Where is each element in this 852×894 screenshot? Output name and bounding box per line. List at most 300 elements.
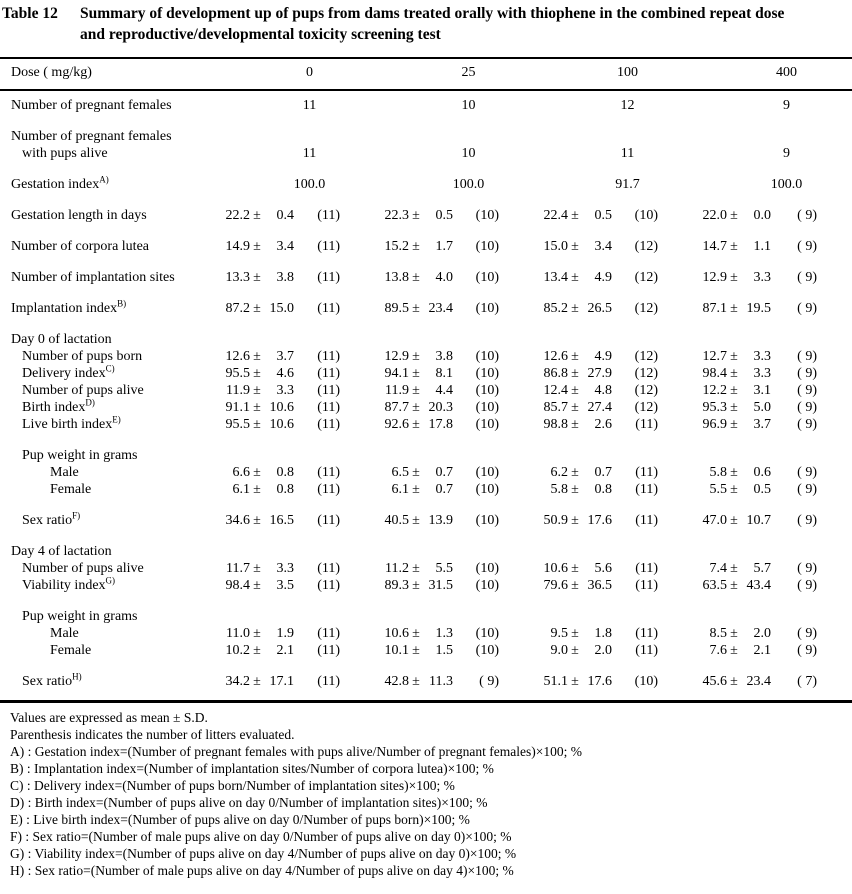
footnote-line: C) : Delivery index=(Number of pups born/Number of implantation sites)×100; % <box>10 778 455 793</box>
table-body <box>0 97 852 703</box>
stat-sd: 19.5 <box>746 301 771 316</box>
stat-sd: 1.5 <box>435 643 453 658</box>
stat-mean: 22.3 <box>384 208 409 223</box>
row-label-text: Male <box>50 626 79 641</box>
dose-value: 0 <box>306 65 313 80</box>
stat-mean: 10.6 <box>543 561 568 576</box>
row-label <box>0 382 216 399</box>
plus-minus-symbol: ± <box>412 349 420 364</box>
stat-sd: 3.8 <box>435 349 453 364</box>
stat-cell <box>534 512 693 529</box>
row-label <box>0 176 216 193</box>
stat-mean: 15.2 <box>384 239 409 254</box>
stat-sd: 4.9 <box>594 270 612 285</box>
stat-mean: 12.4 <box>543 383 568 398</box>
stat-cell <box>375 365 534 382</box>
plus-minus-symbol: ± <box>412 513 420 528</box>
stat-sd: 26.5 <box>587 301 612 316</box>
stat-sd: 3.1 <box>753 383 771 398</box>
row-label <box>0 543 216 560</box>
litter-count: ( 9) <box>797 301 817 316</box>
stat-sd: 17.8 <box>428 417 453 432</box>
row-label <box>0 300 216 317</box>
stat-cell <box>375 481 534 498</box>
stat-mean: 12.9 <box>702 270 727 285</box>
stat-mean: 14.7 <box>702 239 727 254</box>
stat-sd: 4.0 <box>435 270 453 285</box>
litter-count: (11) <box>317 626 340 641</box>
stat-cell <box>375 512 534 529</box>
value-cell: 11 <box>302 146 317 161</box>
stat-cell <box>534 577 693 594</box>
plus-minus-symbol: ± <box>253 465 261 480</box>
litter-count: ( 9) <box>797 578 817 593</box>
stat-mean: 5.8 <box>550 482 568 497</box>
litter-count: ( 9) <box>797 513 817 528</box>
stat-mean: 12.6 <box>543 349 568 364</box>
plus-minus-symbol: ± <box>253 301 261 316</box>
stat-cell <box>216 300 375 317</box>
stat-cell <box>216 481 375 498</box>
table-row <box>0 416 852 433</box>
plus-minus-symbol: ± <box>571 482 579 497</box>
litter-count: (11) <box>317 383 340 398</box>
litter-count: (10) <box>475 239 499 254</box>
litter-count: ( 9) <box>797 417 817 432</box>
stat-mean: 98.4 <box>225 578 250 593</box>
litter-count: (10) <box>475 349 499 364</box>
footnotes <box>0 709 852 879</box>
row-label <box>0 238 216 255</box>
stat-cell <box>534 464 693 481</box>
stat-sd: 8.1 <box>435 366 453 381</box>
litter-count: (11) <box>317 643 340 658</box>
litter-count: (10) <box>475 482 499 497</box>
row-label-text: Day 4 of lactation <box>11 544 112 559</box>
stat-cell <box>375 269 534 286</box>
litter-count: (11) <box>317 561 340 576</box>
litter-count: (11) <box>317 482 340 497</box>
plus-minus-symbol: ± <box>571 513 579 528</box>
stat-mean: 98.4 <box>702 366 727 381</box>
litter-count: ( 9) <box>797 239 817 254</box>
litter-count: (11) <box>635 482 658 497</box>
stat-cell <box>693 464 852 481</box>
stat-sd: 3.3 <box>753 270 771 285</box>
plus-minus-symbol: ± <box>571 349 579 364</box>
row-label-text: Delivery index <box>22 366 106 381</box>
stat-sd: 2.6 <box>594 417 612 432</box>
stat-cell <box>375 238 534 255</box>
stat-sd: 0.0 <box>753 208 771 223</box>
litter-count: (11) <box>635 513 658 528</box>
stat-mean: 10.1 <box>384 643 409 658</box>
plus-minus-symbol: ± <box>730 400 738 415</box>
stat-cell <box>693 365 852 382</box>
table-row <box>0 176 852 193</box>
stat-mean: 7.6 <box>709 643 727 658</box>
stat-cell <box>693 269 852 286</box>
stat-mean: 9.5 <box>550 626 568 641</box>
stat-cell <box>534 560 693 577</box>
stat-cell <box>534 416 693 433</box>
stat-cell <box>693 642 852 659</box>
litter-count: (11) <box>635 643 658 658</box>
stat-sd: 23.4 <box>428 301 453 316</box>
litter-count: (11) <box>635 578 658 593</box>
stat-sd: 0.4 <box>276 208 294 223</box>
plus-minus-symbol: ± <box>571 643 579 658</box>
plus-minus-symbol: ± <box>571 270 579 285</box>
stat-sd: 13.9 <box>428 513 453 528</box>
plus-minus-symbol: ± <box>412 626 420 641</box>
row-label-text: Female <box>50 643 92 658</box>
stat-cell <box>693 382 852 399</box>
stat-sd: 0.5 <box>435 208 453 223</box>
stat-mean: 89.5 <box>384 301 409 316</box>
row-label-sup: E) <box>112 414 121 425</box>
litter-count: ( 9) <box>797 626 817 641</box>
stat-mean: 10.6 <box>384 626 409 641</box>
stat-mean: 40.5 <box>384 513 409 528</box>
stat-mean: 5.8 <box>709 465 727 480</box>
stat-cell <box>375 642 534 659</box>
stat-sd: 11.3 <box>429 674 453 689</box>
section-row <box>0 608 852 625</box>
value-cell: 10 <box>461 146 476 161</box>
stat-sd: 5.0 <box>753 400 771 415</box>
stat-mean: 94.1 <box>384 366 409 381</box>
stat-cell <box>534 300 693 317</box>
plus-minus-symbol: ± <box>253 561 261 576</box>
stat-sd: 16.5 <box>269 513 294 528</box>
litter-count: (10) <box>634 674 658 689</box>
plus-minus-symbol: ± <box>412 400 420 415</box>
stat-sd: 3.4 <box>276 239 294 254</box>
row-label-text: Birth index <box>22 400 86 415</box>
stat-mean: 8.5 <box>709 626 727 641</box>
table-row <box>0 673 852 690</box>
row-label-sup: F) <box>72 510 81 521</box>
plus-minus-symbol: ± <box>253 400 261 415</box>
litter-count: (12) <box>634 270 658 285</box>
stat-cell <box>693 238 852 255</box>
plus-minus-symbol: ± <box>253 366 261 381</box>
row-label-text: Number of pups alive <box>22 383 144 398</box>
row-label-text: Live birth index <box>22 417 113 432</box>
table-row <box>0 382 852 399</box>
footnote-line: Parenthesis indicates the number of litters evaluated. <box>10 727 295 742</box>
stat-sd: 0.5 <box>594 208 612 223</box>
footnote-line: D) : Birth index=(Number of pups alive on day 0/Number of implantation sites)×100; % <box>10 795 488 810</box>
stat-sd: 0.7 <box>435 465 453 480</box>
table-row <box>0 481 852 498</box>
stat-mean: 86.8 <box>543 366 568 381</box>
row-label-text: Viability index <box>22 578 106 593</box>
plus-minus-symbol: ± <box>571 578 579 593</box>
row-label-text: Female <box>50 482 92 497</box>
stat-cell <box>693 512 852 529</box>
stat-cell <box>693 207 852 224</box>
stat-sd: 10.6 <box>269 417 294 432</box>
table-row <box>0 128 852 162</box>
plus-minus-symbol: ± <box>730 674 738 689</box>
row-label-sup: C) <box>105 363 115 374</box>
plus-minus-symbol: ± <box>253 674 261 689</box>
plus-minus-symbol: ± <box>253 270 261 285</box>
row-label-text: Number of corpora lutea <box>11 239 149 254</box>
litter-count: (12) <box>634 239 658 254</box>
stat-sd: 0.7 <box>435 482 453 497</box>
stat-cell <box>534 365 693 382</box>
stat-mean: 22.0 <box>702 208 727 223</box>
row-label-sup: A) <box>99 174 109 185</box>
stat-sd: 17.1 <box>269 674 294 689</box>
stat-cell <box>534 382 693 399</box>
footnote-line: E) : Live birth index=(Number of pups alive on day 0/Number of pups born)×100; % <box>10 812 470 827</box>
stat-sd: 15.0 <box>269 301 294 316</box>
litter-count: (11) <box>317 301 340 316</box>
stat-cell <box>534 207 693 224</box>
litter-count: ( 9) <box>797 349 817 364</box>
stat-cell <box>693 416 852 433</box>
stat-mean: 22.4 <box>543 208 568 223</box>
value-cell: 12 <box>620 98 635 113</box>
value-cell: 100.0 <box>770 177 803 192</box>
stat-mean: 87.7 <box>384 400 409 415</box>
litter-count: (10) <box>475 301 499 316</box>
table-number: Table 12 <box>2 5 58 22</box>
litter-count: (10) <box>475 626 499 641</box>
stat-cell <box>216 238 375 255</box>
plus-minus-symbol: ± <box>571 400 579 415</box>
row-label-text: Sex ratio <box>22 674 73 689</box>
value-cell: 100.0 <box>452 177 485 192</box>
litter-count: ( 9) <box>797 366 817 381</box>
table-row <box>0 365 852 382</box>
stat-sd: 1.8 <box>594 626 612 641</box>
plus-minus-symbol: ± <box>412 578 420 593</box>
row-label-sup: D) <box>85 397 95 408</box>
stat-cell <box>216 269 375 286</box>
stat-cell <box>534 673 693 690</box>
stat-mean: 11.9 <box>226 383 250 398</box>
stat-cell <box>693 348 852 365</box>
row-label-sup: G) <box>105 575 116 586</box>
value-cell: 91.7 <box>615 177 640 192</box>
row-label <box>0 128 216 162</box>
litter-count: (10) <box>475 270 499 285</box>
stat-mean: 85.7 <box>543 400 568 415</box>
plus-minus-symbol: ± <box>412 366 420 381</box>
table-row <box>0 238 852 255</box>
litter-count: (10) <box>475 513 499 528</box>
stat-sd: 10.7 <box>746 513 771 528</box>
plus-minus-symbol: ± <box>730 349 738 364</box>
stat-sd: 5.5 <box>435 561 453 576</box>
litter-count: (11) <box>317 578 340 593</box>
table-row <box>0 625 852 642</box>
stat-sd: 36.5 <box>587 578 612 593</box>
plus-minus-symbol: ± <box>412 417 420 432</box>
stat-sd: 4.4 <box>435 383 453 398</box>
stat-mean: 14.9 <box>225 239 250 254</box>
litter-count: (11) <box>317 400 340 415</box>
table-row <box>0 300 852 317</box>
stat-mean: 95.5 <box>225 417 250 432</box>
stat-sd: 2.1 <box>753 643 771 658</box>
row-label-text: Number of implantation sites <box>11 270 175 285</box>
stat-cell <box>693 300 852 317</box>
litter-count: (10) <box>475 561 499 576</box>
value-cell: 10 <box>461 98 476 113</box>
litter-count: (12) <box>634 349 658 364</box>
stat-cell <box>216 642 375 659</box>
stat-sd: 1.9 <box>276 626 294 641</box>
stat-cell <box>534 481 693 498</box>
row-label <box>0 447 216 464</box>
stat-mean: 12.6 <box>225 349 250 364</box>
plus-minus-symbol: ± <box>730 465 738 480</box>
plus-minus-symbol: ± <box>253 626 261 641</box>
stat-sd: 4.9 <box>594 349 612 364</box>
litter-count: (10) <box>475 208 499 223</box>
stat-mean: 42.8 <box>384 674 409 689</box>
stat-cell <box>375 673 534 690</box>
stat-sd: 3.8 <box>276 270 294 285</box>
row-label-text: Pup weight in grams <box>22 448 138 463</box>
table-caption-line1: Summary of development up of pups from dams treated orally with thiophene in the combined repeat dose <box>80 5 785 22</box>
stat-mean: 98.8 <box>543 417 568 432</box>
row-label-text: Gestation index <box>11 177 100 192</box>
litter-count: (10) <box>475 417 499 432</box>
table-row <box>0 399 852 416</box>
stat-sd: 0.5 <box>753 482 771 497</box>
plus-minus-symbol: ± <box>412 301 420 316</box>
stat-cell <box>375 207 534 224</box>
litter-count: (11) <box>317 674 340 689</box>
litter-count: (11) <box>635 465 658 480</box>
stat-cell <box>534 642 693 659</box>
plus-minus-symbol: ± <box>412 674 420 689</box>
litter-count: (11) <box>635 417 658 432</box>
footnote-line: A) : Gestation index=(Number of pregnant females with pups alive/Number of pregnant females)×100; % <box>10 744 582 759</box>
stat-cell <box>534 269 693 286</box>
stat-sd: 27.9 <box>587 366 612 381</box>
plus-minus-symbol: ± <box>730 239 738 254</box>
plus-minus-symbol: ± <box>253 208 261 223</box>
stat-cell <box>534 348 693 365</box>
litter-count: (11) <box>635 561 658 576</box>
stat-cell <box>216 464 375 481</box>
stat-cell <box>216 560 375 577</box>
litter-count: ( 9) <box>797 643 817 658</box>
litter-count: (11) <box>635 626 658 641</box>
plus-minus-symbol: ± <box>412 270 420 285</box>
plus-minus-symbol: ± <box>730 513 738 528</box>
stat-sd: 43.4 <box>746 578 771 593</box>
litter-count: ( 9) <box>797 208 817 223</box>
plus-minus-symbol: ± <box>253 239 261 254</box>
stat-mean: 12.9 <box>384 349 409 364</box>
stat-sd: 2.0 <box>594 643 612 658</box>
plus-minus-symbol: ± <box>253 578 261 593</box>
litter-count: (11) <box>317 208 340 223</box>
stat-cell <box>216 399 375 416</box>
plus-minus-symbol: ± <box>730 301 738 316</box>
stat-mean: 34.2 <box>225 674 250 689</box>
stat-sd: 23.4 <box>746 674 771 689</box>
litter-count: ( 7) <box>797 674 817 689</box>
stat-sd: 3.4 <box>594 239 612 254</box>
plus-minus-symbol: ± <box>730 561 738 576</box>
stat-sd: 2.0 <box>753 626 771 641</box>
dose-value: 25 <box>461 65 476 80</box>
stat-cell <box>375 464 534 481</box>
stat-cell <box>216 365 375 382</box>
stat-mean: 5.5 <box>709 482 727 497</box>
stat-sd: 31.5 <box>428 578 453 593</box>
plus-minus-symbol: ± <box>730 578 738 593</box>
plus-minus-symbol: ± <box>571 626 579 641</box>
stat-sd: 1.3 <box>435 626 453 641</box>
row-label-line: Number of pregnant females <box>11 129 172 144</box>
plus-minus-symbol: ± <box>730 270 738 285</box>
stat-mean: 51.1 <box>543 674 568 689</box>
stat-cell <box>216 512 375 529</box>
stat-mean: 6.1 <box>391 482 409 497</box>
litter-count: (11) <box>317 270 340 285</box>
stat-mean: 10.2 <box>225 643 250 658</box>
stat-sd: 4.6 <box>276 366 294 381</box>
litter-count: (11) <box>317 417 340 432</box>
section-row <box>0 331 852 348</box>
value-cell: 11 <box>302 98 317 113</box>
table-row <box>0 512 852 529</box>
stat-sd: 3.3 <box>276 383 294 398</box>
stat-cell <box>216 207 375 224</box>
stat-mean: 22.2 <box>225 208 250 223</box>
plus-minus-symbol: ± <box>412 482 420 497</box>
stat-mean: 63.5 <box>702 578 727 593</box>
stat-sd: 3.7 <box>276 349 294 364</box>
stat-cell <box>216 673 375 690</box>
stat-sd: 3.7 <box>753 417 771 432</box>
value-cell: 100.0 <box>293 177 326 192</box>
stat-sd: 3.3 <box>753 366 771 381</box>
stat-mean: 12.7 <box>702 349 727 364</box>
litter-count: (10) <box>475 400 499 415</box>
plus-minus-symbol: ± <box>571 383 579 398</box>
stat-cell <box>375 625 534 642</box>
stat-mean: 6.2 <box>550 465 568 480</box>
table-header-row <box>0 59 852 91</box>
stat-sd: 3.3 <box>276 561 294 576</box>
row-label <box>0 673 216 690</box>
row-label <box>0 642 216 659</box>
stat-cell <box>693 625 852 642</box>
table-row <box>0 577 852 594</box>
plus-minus-symbol: ± <box>571 366 579 381</box>
row-label <box>0 625 216 642</box>
stat-sd: 5.7 <box>753 561 771 576</box>
stat-mean: 50.9 <box>543 513 568 528</box>
table-row <box>0 97 852 114</box>
table-row <box>0 464 852 481</box>
stat-cell <box>534 399 693 416</box>
row-label <box>0 207 216 224</box>
litter-count: ( 9) <box>797 465 817 480</box>
